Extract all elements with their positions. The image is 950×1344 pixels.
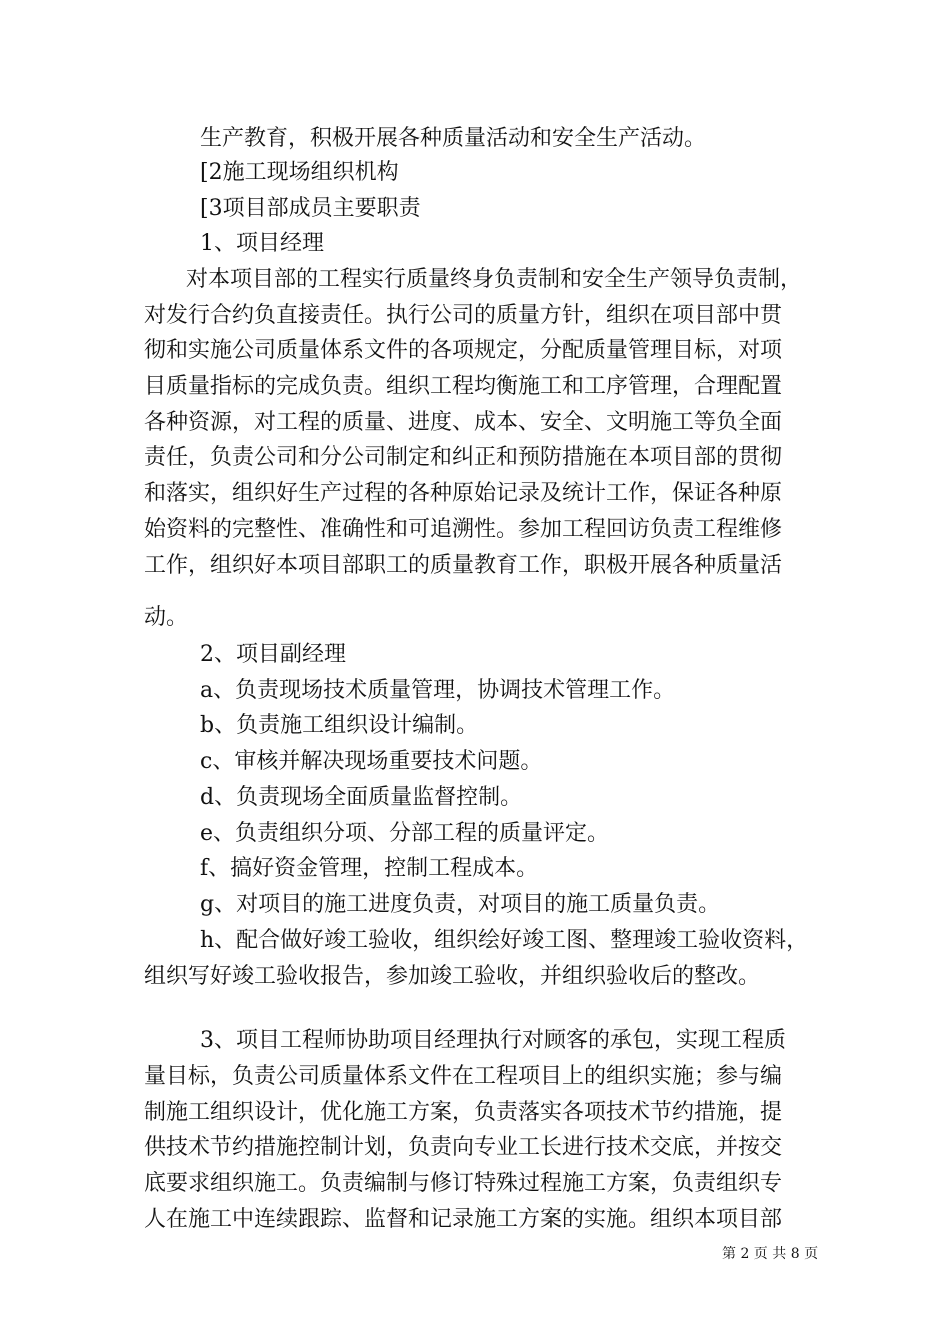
document-page: 生产教育，积极开展各种质量活动和安全生产活动。 [2施工现场组织机构 [3项目部成员主要职责 1、项目经理 对本项目部的工程实行质量终身负责制和安全生产领导负责制， 对发行合约负直接责任。执行公司的质量方针，组织在项目部中贯 彻和实施公司质量体系文件的各项规定，分配质量管理目标，对项 目质量指标的完成负责。组织工程均衡施工和工序管理，合理配置 各种资源，对工程的质量、进度、成本、安全、文明施工等负全面 责任，负责公司和分公司制定和纠正和预防措施在本项目部的贯彻 和落实，组织好生产过程的各种原始记录及统计工作，保证各种原 始资料的完整性、准确性和可追溯性。参加工程回访负责工程维修 工作，组织好本项目部职工的质量教育工作，职极开展各种质量活 动。 2、项目副经理 a、负责现场技术质量管理，协调技术管理工作。 b、负责施工组织设计编制。 c、审核并解决现场重要技术问题。 d、负责现场全面质量监督控制。 e、负责组织分项、分部工程的质量评定。 f、搞好资金管理，控制工程成本。 g、对项目的施工进度负责，对项目的施工质量负责。 h、配合做好竣工验收，组织绘好竣工图、整理竣工验收资料， 组织写好竣工验收报告，参加竣工验收，并组织验收后的整改。 3、项目工程师协助项目经理执行对顾客的承包，实现工程质 量目标，负责公司质量体系文件在工程项目上的组织实施；参与编 制施工组织设计，优化施工方案，负责落实各项技术节约措施，提 供技术节约措施控制计划，负责向专业工长进行技术交底，并按交 底要求组织施工。负责编制与修订特殊过程施工方案，负责组织专 人在施工中连续跟踪、监督和记录施工方案的实施。组织本项目部 第 2 页 共 8 页 bbox=[144, 126, 819, 1262]
page-number: 第 2 页 共 8 页 bbox=[722, 1246, 819, 1262]
